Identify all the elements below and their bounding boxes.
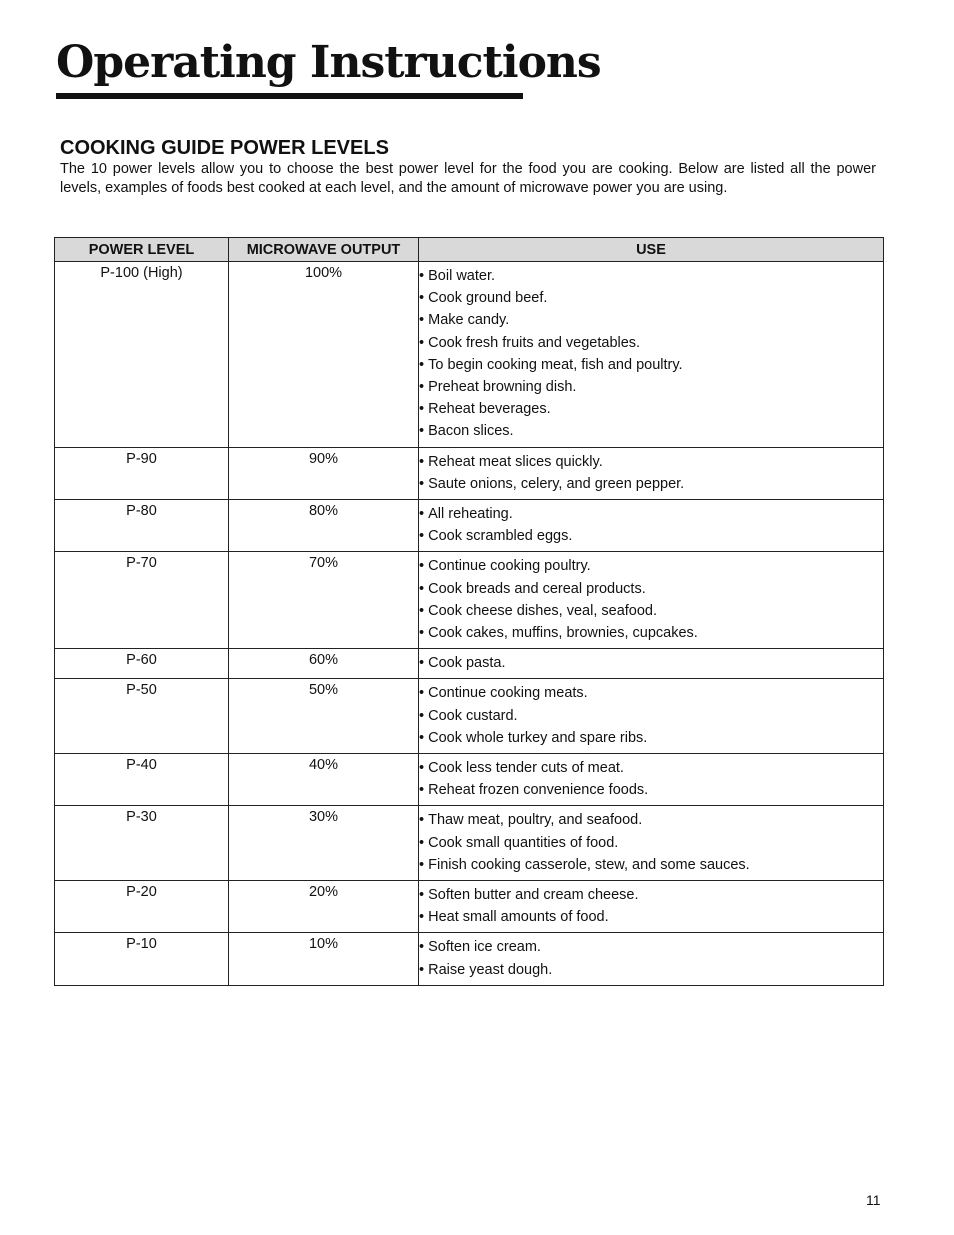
use-list-item: • All reheating. <box>419 503 883 525</box>
use-list-item: • Cook fresh fruits and vegetables. <box>419 332 883 354</box>
use-list-item: • Bacon slices. <box>419 420 883 442</box>
table-row <box>55 881 884 933</box>
page-title: Operating Instructions <box>56 37 601 88</box>
use-cell <box>419 754 884 806</box>
use-list-item: • Cook ground beef. <box>419 287 883 309</box>
use-list-item: • Cook pasta. <box>419 652 883 674</box>
use-list-item: • Continue cooking poultry. <box>419 555 883 577</box>
table-row <box>55 552 884 649</box>
power-level-cell: P-40 <box>55 754 229 806</box>
header-power-level: POWER LEVEL <box>55 238 229 262</box>
table-row <box>55 679 884 754</box>
microwave-output-cell: 50% <box>229 679 419 754</box>
title-underline <box>56 93 523 99</box>
use-list-item: • Preheat browning dish. <box>419 376 883 398</box>
power-level-cell: P-60 <box>55 649 229 679</box>
use-list-item: • Reheat frozen convenience foods. <box>419 779 883 801</box>
use-list-item: • Cook scrambled eggs. <box>419 525 883 547</box>
use-list-item: • Cook cakes, muffins, brownies, cupcakes. <box>419 622 883 644</box>
use-cell <box>419 679 884 754</box>
use-cell <box>419 447 884 499</box>
table-row <box>55 933 884 985</box>
use-list-item: • Saute onions, celery, and green pepper. <box>419 473 883 495</box>
power-level-cell: P-70 <box>55 552 229 649</box>
microwave-output-cell: 70% <box>229 552 419 649</box>
use-cell <box>419 262 884 448</box>
power-level-cell: P-30 <box>55 806 229 881</box>
table-header-row <box>55 238 884 262</box>
use-list-item: • To begin cooking meat, fish and poultry. <box>419 354 883 376</box>
use-list-item: • Cook whole turkey and spare ribs. <box>419 727 883 749</box>
use-cell <box>419 881 884 933</box>
power-level-cell: P-80 <box>55 500 229 552</box>
microwave-output-cell: 10% <box>229 933 419 985</box>
use-list-item: • Cook custard. <box>419 705 883 727</box>
use-cell <box>419 552 884 649</box>
power-level-cell: P-100 (High) <box>55 262 229 448</box>
use-cell <box>419 933 884 985</box>
microwave-output-cell: 30% <box>229 806 419 881</box>
use-list-item: • Raise yeast dough. <box>419 959 883 981</box>
table-row <box>55 754 884 806</box>
microwave-output-cell: 60% <box>229 649 419 679</box>
use-list-item: • Finish cooking casserole, stew, and some sauces. <box>419 854 883 876</box>
use-list-item: • Reheat meat slices quickly. <box>419 451 883 473</box>
table-row <box>55 447 884 499</box>
use-cell <box>419 806 884 881</box>
use-cell <box>419 500 884 552</box>
use-list-item: • Soften butter and cream cheese. <box>419 884 883 906</box>
use-list-item: • Cook small quantities of food. <box>419 832 883 854</box>
table-row <box>55 262 884 448</box>
use-list-item: • Soften ice cream. <box>419 936 883 958</box>
power-level-cell: P-50 <box>55 679 229 754</box>
microwave-output-cell: 80% <box>229 500 419 552</box>
power-level-cell: P-90 <box>55 447 229 499</box>
microwave-output-cell: 40% <box>229 754 419 806</box>
use-list-item: • Cook breads and cereal products. <box>419 578 883 600</box>
use-list-item: • Cook less tender cuts of meat. <box>419 757 883 779</box>
use-list-item: • Thaw meat, poultry, and seafood. <box>419 809 883 831</box>
use-list-item: • Boil water. <box>419 265 883 287</box>
microwave-output-cell: 100% <box>229 262 419 448</box>
use-list-item: • Make candy. <box>419 309 883 331</box>
microwave-output-cell: 90% <box>229 447 419 499</box>
header-use: USE <box>419 238 884 262</box>
use-cell <box>419 649 884 679</box>
table-body <box>55 262 884 986</box>
use-list-item: • Continue cooking meats. <box>419 682 883 704</box>
page-number: 11 <box>866 1192 881 1208</box>
use-list-item: • Heat small amounts of food. <box>419 906 883 928</box>
header-microwave-output: MICROWAVE OUTPUT <box>229 238 419 262</box>
section-heading: COOKING GUIDE POWER LEVELS <box>60 137 389 159</box>
use-list-item: • Reheat beverages. <box>419 398 883 420</box>
table-row <box>55 806 884 881</box>
microwave-output-cell: 20% <box>229 881 419 933</box>
intro-paragraph: The 10 power levels allow you to choose the best power level for the food you are cooking. Below are listed all the power levels, examples of foods best cooked at each level, and the amount of microwave power you are using. <box>60 161 876 196</box>
power-levels-table <box>54 237 884 986</box>
power-level-cell: P-20 <box>55 881 229 933</box>
power-level-cell: P-10 <box>55 933 229 985</box>
use-list-item: • Cook cheese dishes, veal, seafood. <box>419 600 883 622</box>
table-row <box>55 500 884 552</box>
table-row <box>55 649 884 679</box>
